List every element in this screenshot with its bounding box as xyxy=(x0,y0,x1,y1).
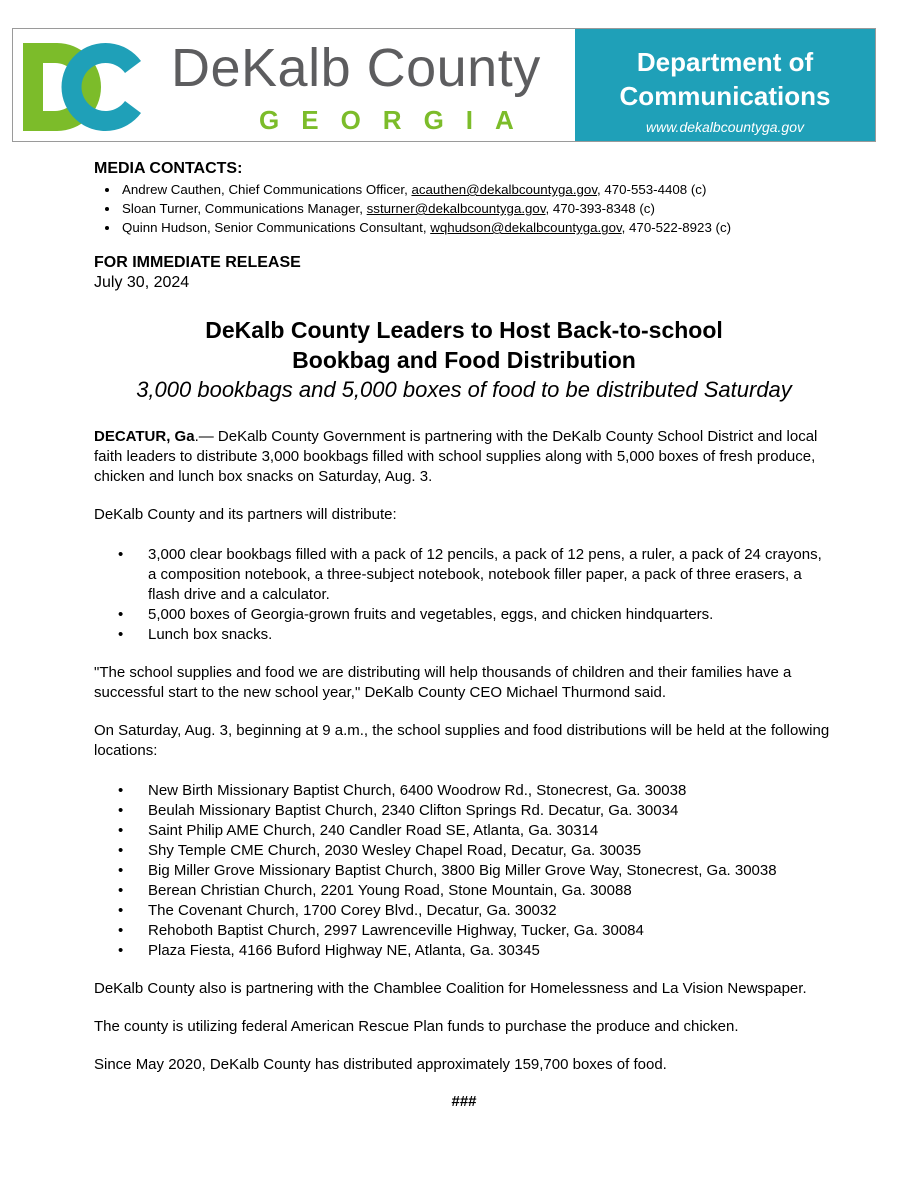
contact-email-link[interactable]: wqhudson@dekalbcountyga.gov xyxy=(430,220,622,235)
subheadline: 3,000 bookbags and 5,000 boxes of food to be distributed Saturday xyxy=(136,377,792,402)
contact-email-link[interactable]: ssturner@dekalbcountyga.gov xyxy=(366,201,546,216)
contact-item: • Quinn Hudson, Senior Communications Consultant, wqhudson@dekalbcountyga.gov, 470-522-8923 (c) xyxy=(120,218,834,237)
contact-item: • Andrew Cauthen, Chief Communications Officer, acauthen@dekalbcountyga.gov, 470-553-4408 (c) xyxy=(120,180,834,199)
letterhead xyxy=(12,28,876,142)
county-logo xyxy=(13,29,575,141)
dc-logo-icon xyxy=(19,39,149,135)
department-url[interactable]: www.dekalbcountyga.gov xyxy=(646,119,804,135)
list-item: • Shy Temple CME Church, 2030 Wesley Chapel Road, Decatur, Ga. 30035 xyxy=(94,841,834,861)
media-contacts-title: MEDIA CONTACTS: xyxy=(94,160,243,177)
list-item: • The Covenant Church, 1700 Corey Blvd., Decatur, Ga. 30032 xyxy=(94,901,834,921)
list-item: • Beulah Missionary Baptist Church, 2340 Clifton Springs Rd. Decatur, Ga. 30034 xyxy=(94,801,834,821)
list-item: • 3,000 clear bookbags filled with a pack of 12 pencils, a pack of 12 pens, a ruler, a pack of 24 crayons, a composition notebook, a three-subject notebook, notebook filler paper, a pack of three erasers, a flash drive and a calculator. xyxy=(94,545,834,605)
headline-line2: Bookbag and Food Distribution xyxy=(292,347,636,373)
list-item: • Berean Christian Church, 2201 Young Road, Stone Mountain, Ga. 30088 xyxy=(94,881,834,901)
partners-paragraph: DeKalb County also is partnering with the Chamblee Coalition for Homelessness and La Vision Newspaper. xyxy=(94,980,807,997)
headline-line1: DeKalb County Leaders to Host Back-to-school xyxy=(205,317,723,343)
media-contacts-list xyxy=(94,180,834,237)
locations-list xyxy=(94,781,834,961)
intro-paragraph: DECATUR, Ga.— DeKalb County Government is partnering with the DeKalb County School District and local faith leaders to distribute 3,000 bookbags filled with school supplies along with 5,000 boxes of fresh produce, chicken and lunch box snacks on Saturday, Aug. 3. xyxy=(94,428,818,485)
list-item: • Plaza Fiesta, 4166 Buford Highway NE, Atlanta, Ga. 30345 xyxy=(94,941,834,961)
list-item: • Big Miller Grove Missionary Baptist Church, 3800 Big Miller Grove Way, Stonecrest, Ga. 30038 xyxy=(94,861,834,881)
funding-paragraph: The county is utilizing federal American Rescue Plan funds to purchase the produce and chicken. xyxy=(94,1018,739,1035)
locations-intro: On Saturday, Aug. 3, beginning at 9 a.m., the school supplies and food distributions will be held at the following locations: xyxy=(94,722,830,759)
distribution-items-list xyxy=(94,545,834,645)
release-label: FOR IMMEDIATE RELEASE xyxy=(94,254,301,271)
list-item: • Lunch box snacks. xyxy=(94,625,834,645)
department-title-line2: Communications xyxy=(619,81,831,111)
list-item: • New Birth Missionary Baptist Church, 6400 Woodrow Rd., Stonecrest, Ga. 30038 xyxy=(94,781,834,801)
headline xyxy=(94,315,834,375)
quote-paragraph: "The school supplies and food we are distributing will help thousands of children and their families have a successful start to the new school year," DeKalb County CEO Michael Thurmond said. xyxy=(94,664,792,701)
list-item: • 5,000 boxes of Georgia-grown fruits and vegetables, eggs, and chicken hindquarters. xyxy=(94,605,834,625)
distribute-intro: DeKalb County and its partners will distribute: xyxy=(94,506,397,523)
release-date: July 30, 2024 xyxy=(94,274,190,291)
end-mark: ### xyxy=(451,1093,477,1110)
history-paragraph: Since May 2020, DeKalb County has distributed approximately 159,700 boxes of food. xyxy=(94,1056,667,1073)
contact-item: • Sloan Turner, Communications Manager, ssturner@dekalbcountyga.gov, 470-393-8348 (c) xyxy=(120,199,834,218)
list-item: • Saint Philip AME Church, 240 Candler Road SE, Atlanta, Ga. 30314 xyxy=(94,821,834,841)
department-title-line1: Department of xyxy=(636,47,814,77)
department-banner xyxy=(575,29,875,141)
logo-state-name: GEORGIA xyxy=(259,105,536,135)
list-item: • Rehoboth Baptist Church, 2997 Lawrenceville Highway, Tucker, Ga. 30084 xyxy=(94,921,834,941)
contact-email-link[interactable]: acauthen@dekalbcountyga.gov xyxy=(411,182,597,197)
press-release xyxy=(94,160,834,1110)
logo-county-name: DeKalb County xyxy=(171,38,541,98)
dateline: DECATUR, Ga xyxy=(94,428,195,445)
